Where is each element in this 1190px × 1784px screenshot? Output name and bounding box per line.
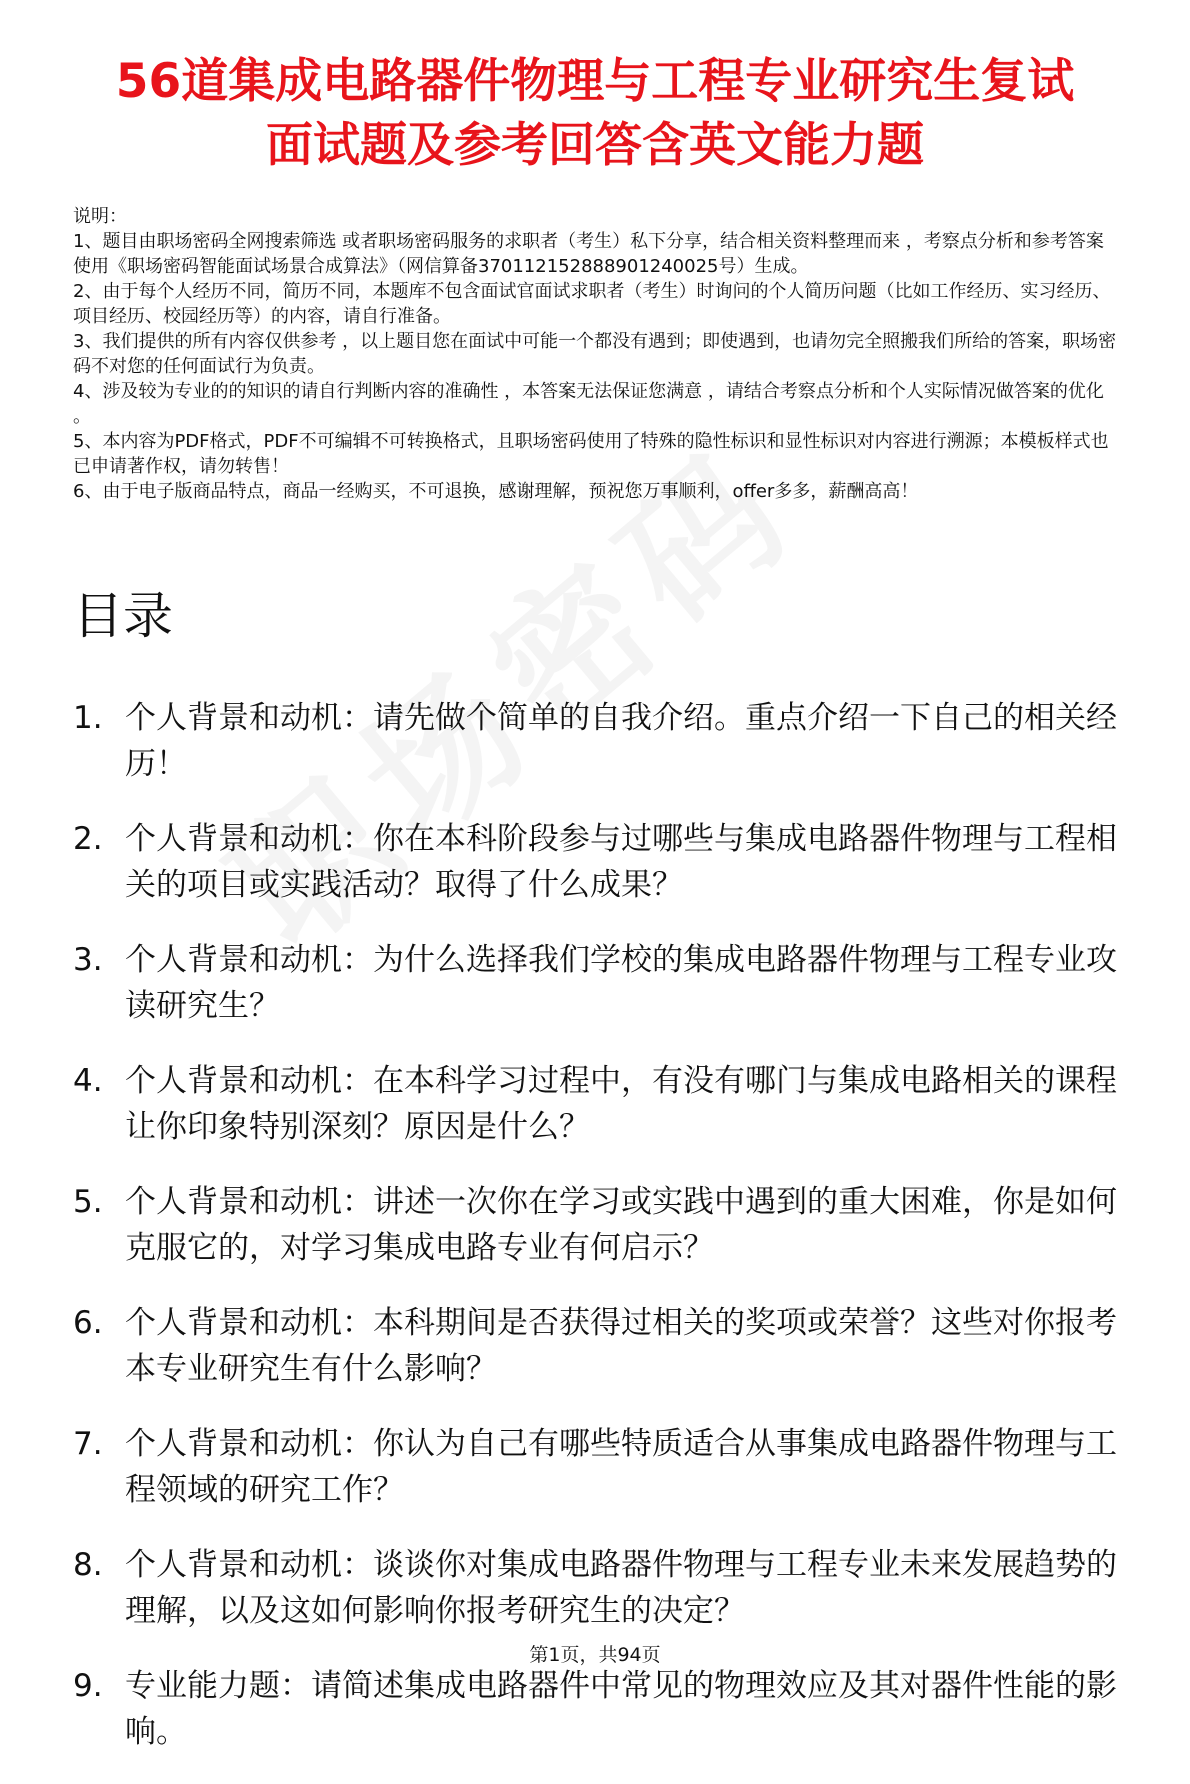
toc-item-text: 个人背景和动机：为什么选择我们学校的集成电路器件物理与工程专业攻读研究生？: [125, 942, 1117, 1024]
notes-label: 说明：: [73, 206, 127, 227]
title-line-1: 56道集成电路器件物理与工程专业研究生复试: [115, 54, 1075, 109]
toc-item[interactable]: [73, 1300, 1123, 1392]
toc-item[interactable]: [73, 816, 1123, 908]
toc-item-number: 5.: [73, 1184, 103, 1220]
note-item: 3、我们提供的所有内容仅供参考 ，以上题目您在面试中可能一个都没有遇到；即使遇到，也请勿完全照搬我们所给的答案，职场密码不对您的任何面试行为负责。: [73, 331, 1117, 377]
note-item: 4、涉及较为专业的的知识的请自行判断内容的准确性 ，本答案无法保证您满意 ，请结合考察点分析和个人实际情况做答案的优化 。: [73, 381, 1104, 427]
toc-item-text: 专业能力题：请简述集成电路器件中常见的物理效应及其对器件性能的影响。: [125, 1668, 1117, 1750]
toc-item[interactable]: [73, 1421, 1123, 1513]
toc-item[interactable]: [73, 937, 1123, 1029]
toc-item[interactable]: [73, 1058, 1123, 1150]
note-item: 6、由于电子版商品特点，商品一经购买，不可退换，感谢理解，预祝您万事顺利，offer多多，薪酬高高！: [73, 481, 919, 502]
toc-item[interactable]: [73, 1663, 1123, 1755]
toc-item-number: 6.: [73, 1305, 103, 1341]
toc-item-text: 个人背景和动机：你在本科阶段参与过哪些与集成电路器件物理与工程相关的项目或实践活动？取得了什么成果？: [125, 821, 1117, 903]
note-item: 1、题目由职场密码全网搜索筛选 或者职场密码服务的求职者（考生）私下分享，结合相关资料整理而来 ，考察点分析和参考答案使用《职场密码智能面试场景合成算法》（网信算备370112152888901240025号）生成。: [73, 231, 1104, 277]
toc-item-text: 个人背景和动机：谈谈你对集成电路器件物理与工程专业未来发展趋势的理解，以及这如何影响你报考研究生的决定？: [125, 1547, 1117, 1629]
notes-section: [73, 204, 1120, 504]
toc-item-number: 8.: [73, 1547, 103, 1583]
table-of-contents: [73, 695, 1123, 1784]
toc-item-number: 2.: [73, 821, 103, 857]
toc-item[interactable]: [73, 1179, 1123, 1271]
toc-item-number: 7.: [73, 1426, 103, 1462]
toc-item-text: 个人背景和动机：你认为自己有哪些特质适合从事集成电路器件物理与工程领域的研究工作？: [125, 1426, 1117, 1508]
toc-item-number: 1.: [73, 700, 103, 736]
document-title: [70, 50, 1120, 178]
page-footer: 第1页，共94页: [529, 1644, 661, 1666]
toc-item-number: 3.: [73, 942, 103, 978]
toc-heading: 目录: [73, 587, 173, 645]
title-line-2: 面试题及参考回答含英文能力题: [266, 118, 924, 173]
toc-item-text: 个人背景和动机：本科期间是否获得过相关的奖项或荣誉？这些对你报考本专业研究生有什么影响？: [125, 1305, 1117, 1387]
toc-item[interactable]: [73, 695, 1123, 787]
toc-item[interactable]: [73, 1542, 1123, 1634]
toc-item-text: 个人背景和动机：在本科学习过程中，有没有哪门与集成电路相关的课程让你印象特别深刻？原因是什么？: [125, 1063, 1117, 1145]
toc-item-text: 个人背景和动机：请先做个简单的自我介绍。重点介绍一下自己的相关经历！: [125, 700, 1117, 782]
toc-item-number: 4.: [73, 1063, 103, 1099]
note-item: 5、本内容为PDF格式，PDF不可编辑不可转换格式，且职场密码使用了特殊的隐性标识和显性标识对内容进行溯源；本模板样式也已申请著作权，请勿转售！: [73, 431, 1109, 477]
note-item: 2、由于每个人经历不同，简历不同，本题库不包含面试官面试求职者（考生）时询问的个人简历问题（比如工作经历、实习经历、项目经历、校园经历等）的内容，请自行准备。: [73, 281, 1111, 327]
toc-item-number: 9.: [73, 1668, 103, 1704]
toc-item-text: 个人背景和动机：讲述一次你在学习或实践中遇到的重大困难，你是如何克服它的，对学习集成电路专业有何启示？: [125, 1184, 1117, 1266]
